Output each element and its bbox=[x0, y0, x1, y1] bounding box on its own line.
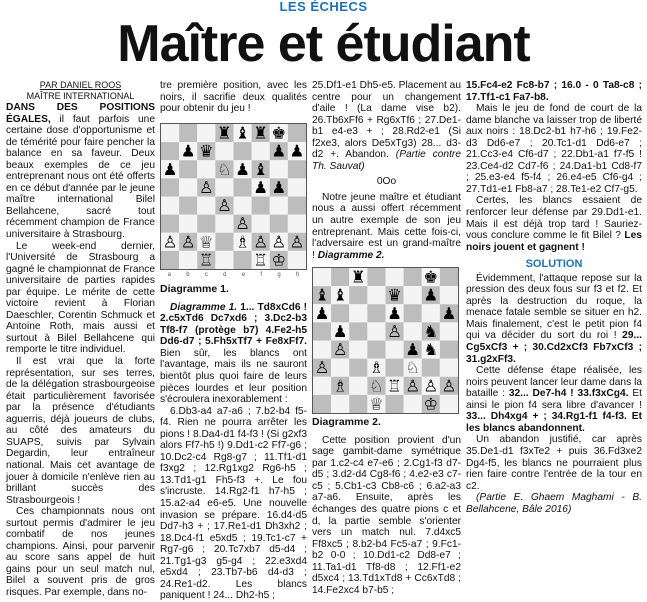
chess-piece-icon: ♚ bbox=[271, 123, 287, 143]
chess-piece-icon: ♙ bbox=[162, 231, 178, 251]
chess-piece-icon: ♝ bbox=[235, 123, 250, 143]
col4-paragraph-2: Mais le jeu de fond de court de la dame blanche va laisser trop de liberté aux noirs : 18.Dc2-b1 h7-h6 ; 19.Fe2-d3 Dd6-e7 ; 20.Tc1-d1 Dd6-e7 ; 21.Cc3-e4 Cf6-d7 ; 22.Db1-a1 f7-f5 ! 23.Ce4-d2 Cd7-f6 ; 24.Da1-b1 Cd8-f7 ; 25.e3-e4 f5-f4 ; 26.e4-e5 Cf6-g4 ; 27.Td1-e1 Fb8-a7 ; 28.Te1-e2 Cf7-g5. bbox=[466, 103, 642, 195]
diagram-1-caption: Diagramme 1. bbox=[160, 283, 229, 296]
col2-paragraph-2: 6.Db3-a4 a7-a6 ; 7.b2-b4 f5-f4. Rien ne pourra arrêter les pions ! 8.Da4-d1 f4-f3 ! (Si g2xf3 alors Ff7-h5 !) 9.Dd1-c2 Ff7-g6 ; 10.Dc2-c4 Rg8-g7 ; 11.Tf1-d1 f3xg2 ; 12.Rg1xg2 Rg6-h5 ; 13.Td1-g1 Fh5-f3 +. Le fou s'incruste. 14.Rg2-f1 h7-h5 ; 15.a2-a4 e6-e5. Une nouvelle invasion se prépare. 16.d4-d5 Dd7-h3 + ; 17.Re1-d1 Dh3xh2 ; 18.Dc4-f1 e5xd5 ; 19.Tc1-c7 + Rg7-g6 ; 20.Tc7xb7 d5-d4 ; 21.Tg1-g3 g5-g4 ; 22.e3xd4 e5xd4 ; 23.Tb7-b6 d4-d3 ; 24.Re1-d2. Les blancs paniquent ! 24... Dh2-h5 ; bbox=[160, 405, 307, 602]
board-square bbox=[440, 359, 458, 377]
col1-paragraph-2: Le week-end dernier, l'Université de Strasbourg a gagné le championnat de France universitaire de parties rapides par équipe. Le mérite de cette victoire revient à Florian Daeschler, Corentin Schmuck et Antoine Roth, mais aussi et surtout à Bilel Bellahcene qui remporte le titre individuel. bbox=[6, 240, 155, 356]
board-square bbox=[367, 286, 385, 304]
board-square bbox=[331, 359, 349, 377]
board-square bbox=[234, 142, 252, 160]
board-square bbox=[349, 286, 367, 304]
board-square bbox=[197, 214, 215, 232]
chess-piece-icon: ♙ bbox=[217, 195, 232, 215]
chess-piece-icon: ♗ bbox=[369, 358, 384, 378]
board-square bbox=[179, 214, 197, 232]
page-title: Maître et étudiant bbox=[117, 15, 530, 73]
board-square bbox=[313, 341, 331, 359]
board-square bbox=[179, 196, 197, 214]
board-square bbox=[270, 196, 288, 214]
board-square bbox=[440, 286, 458, 304]
board-square bbox=[331, 304, 349, 322]
chess-piece-icon: ♞ bbox=[423, 322, 439, 342]
chess-piece-icon: ♟ bbox=[271, 141, 287, 161]
board-square bbox=[215, 251, 233, 269]
chess-piece-icon: ♜ bbox=[217, 123, 232, 143]
board-square bbox=[288, 196, 306, 214]
chess-piece-icon: ♙ bbox=[289, 231, 305, 251]
solution-moves-1: 29... Cg5xCf3 + ; 30.Cd2xCf3 Fb7xCf3 ; 31.g2xFf3. bbox=[466, 330, 642, 365]
chess-piece-icon: ♙ bbox=[235, 213, 250, 233]
separator: 0Oo bbox=[376, 176, 397, 188]
board-square bbox=[349, 323, 367, 341]
solution-moves-3: 33... Dh4xg4 + ; 34.Rg1-f1 f4-f3. Et les blancs abandonnent. bbox=[466, 411, 642, 434]
chess-piece-icon: ♙ bbox=[387, 322, 402, 342]
board-square bbox=[331, 395, 349, 413]
board-square bbox=[234, 251, 252, 269]
chess-piece-icon: ♝ bbox=[253, 159, 268, 179]
board-square bbox=[197, 160, 215, 178]
lead-text: DANS DES POSITIONS ÉGALES, bbox=[6, 102, 155, 125]
board-square bbox=[179, 251, 197, 269]
board-square bbox=[179, 160, 197, 178]
chess-piece-icon: ♗ bbox=[332, 376, 348, 396]
board-square bbox=[215, 232, 233, 250]
chess-piece-icon: ♕ bbox=[199, 231, 214, 251]
col3-paragraph-3: Cette position provient d'un sage gambit-dame symétrique par 1.c2-c4 e7-e6 ; 2.Cg1-f3 d7-d5 ; 3.d2-d4 Cg8-f6 ; 4.e2-e3 c7-c5 ; 5.Cb1-c3 Cb8-c6 ; 6.a2-a3 a7-a6. Ensuite, après les échanges des quatre pions c et d, la partie semble s'orienter vers un match nul. 7.d4xc5 Ff8xc5 ; 8.b2-b4 Fc5-a7 ; 9.Fc1-b2 0-0 ; 10.Dd1-c2 Dd8-e7 ; 11.Ta1-d1 Tf8-d8 ; 12.Ff1-e2 d5xc4 ; 13.Td1xTd8 + Cc6xTd8 ; 14.Fe2xc4 b7-b5 ; bbox=[312, 434, 461, 596]
chess-piece-icon: ♝ bbox=[332, 285, 348, 305]
board-square bbox=[331, 268, 349, 286]
chess-piece-icon: ♟ bbox=[441, 303, 457, 323]
board-square bbox=[161, 142, 179, 160]
board-square bbox=[252, 142, 270, 160]
chess-piece-icon: ♟ bbox=[162, 159, 178, 179]
chess-piece-icon: ♔ bbox=[423, 394, 439, 414]
board-square bbox=[440, 395, 458, 413]
board-square bbox=[197, 196, 215, 214]
board-square bbox=[161, 251, 179, 269]
board-square bbox=[313, 323, 331, 341]
chess-piece-icon: ♛ bbox=[199, 141, 214, 161]
board-square bbox=[270, 214, 288, 232]
diagram-2-ref: Diagramme 2. bbox=[317, 249, 385, 261]
column-2 bbox=[160, 80, 307, 602]
chess-piece-icon: ♙ bbox=[332, 340, 348, 360]
chess-piece-icon: ♟ bbox=[253, 177, 268, 197]
col2-intro: tre première position, avec les noirs, il sacrifie deux qualités pour obtenir du jeu ! bbox=[160, 80, 307, 115]
board-square bbox=[404, 304, 422, 322]
board-square bbox=[386, 341, 404, 359]
col4-paragraph-6: Un abandon justifié, car après 35.De1-d1 f3xTe2 + puis 36.Fd3xe2 Dg4-f5, les blancs ne pourraient plus rien faire contre l'entrée de la tour en c2. bbox=[466, 434, 642, 492]
diagram-ref: Diagramme 1. bbox=[170, 301, 238, 313]
section-rubric: LES ÉCHECS bbox=[279, 0, 368, 14]
board-square bbox=[215, 214, 233, 232]
chess-piece-icon: ♜ bbox=[253, 123, 268, 143]
board-square bbox=[404, 268, 422, 286]
board-square bbox=[313, 377, 331, 395]
col2-moves-1: 1... Td8xCd6 ! 2.c5xTd6 Dc7xd6 ; 3.Dc2-b3 Tf8-f7 (protège b7) 4.Fe2-h5 Dd6-d7 ; 5.Fh5xTf7 + Fe8xFf7. bbox=[160, 301, 307, 348]
board-square bbox=[288, 251, 306, 269]
col3-paragraph-2: Notre jeune maître et étudiant nous a aussi offert récemment un autre exemple de son jeu entreprenant. Mais cette fois-ci, l'adversaire est un grand-maître ! bbox=[312, 191, 461, 261]
source-1: (Partie contre Th. Sauvat) bbox=[312, 149, 461, 172]
column-3 bbox=[312, 80, 461, 596]
col4-moves-1: 15.Fc4-e2 Fc8-b7 ; 16.0 - 0 Ta8-c8 ; 17.Tf1-c1 Fa7-b8. bbox=[466, 80, 642, 103]
chess-piece-icon: ♝ bbox=[314, 285, 330, 305]
chess-piece-icon: ♙ bbox=[441, 376, 457, 396]
board-square bbox=[161, 196, 179, 214]
board-square bbox=[179, 178, 197, 196]
chess-piece-icon: ♙ bbox=[253, 231, 268, 251]
board-square bbox=[386, 268, 404, 286]
board-square bbox=[288, 178, 306, 196]
solution-heading: SOLUTION bbox=[525, 258, 583, 271]
board-square bbox=[349, 304, 367, 322]
chess-piece-icon: ♟ bbox=[405, 340, 420, 360]
col4-text-5: Et ainsi le pion f4 sera libre d'avancer ! bbox=[466, 388, 642, 411]
board-square bbox=[440, 268, 458, 286]
board-square bbox=[367, 323, 385, 341]
chess-piece-icon: ♗ bbox=[235, 231, 250, 251]
board-square bbox=[288, 124, 306, 142]
board-square bbox=[252, 196, 270, 214]
board-square bbox=[313, 395, 331, 413]
diagram-2-caption: Diagramme 2. bbox=[312, 416, 381, 429]
board-square bbox=[349, 395, 367, 413]
board-square bbox=[386, 359, 404, 377]
board-square bbox=[349, 377, 367, 395]
chessboard-2 bbox=[312, 267, 459, 414]
chess-piece-icon: ♛ bbox=[387, 285, 402, 305]
chessboard-1 bbox=[160, 123, 307, 270]
col2-text-1: Bien sûr, les blancs ont l'avantage, mais ils ne sauront bientôt plus quoi faire de leurs pièces lourdes et leur position s'écroulera inexorablement : bbox=[160, 347, 307, 406]
board-square bbox=[404, 286, 422, 304]
chess-piece-icon: ♙ bbox=[271, 231, 287, 251]
board-square bbox=[215, 178, 233, 196]
board-square bbox=[215, 142, 233, 160]
board-square bbox=[179, 124, 197, 142]
chess-piece-icon: ♙ bbox=[199, 177, 214, 197]
board-square bbox=[422, 359, 440, 377]
board-square bbox=[440, 323, 458, 341]
col1-paragraph-3: Il est vrai que la forte représentation, sur ses terres, de la délégation strasbourgeoise était particulièrement favorisée par la présence d'étudiants aguerris, déjà joueurs de clubs, au côté des amateurs du SUAPS, suivis par Sylvain Degardin, leur entraîneur national. Mais cet avantage de jouer à domicile n'enlève rien au brillant succès des Strasbourgeois ! bbox=[6, 356, 155, 506]
chess-piece-icon: ♙ bbox=[405, 376, 420, 396]
chess-piece-icon: ♖ bbox=[387, 376, 402, 396]
board-square bbox=[440, 341, 458, 359]
col4-paragraph-3: Certes, les blancs essaient de renforcer leur défense par 29.Dd1-e1. Mais il est déjà trop tard ! Sauriez-vous conclure comme le fit Bilel ? bbox=[466, 195, 642, 242]
chess-piece-icon: ♟ bbox=[332, 322, 348, 342]
challenge-text: Les noirs jouent et gagnent ! bbox=[466, 230, 642, 253]
chess-piece-icon: ♜ bbox=[351, 267, 366, 287]
chess-piece-icon: ♙ bbox=[314, 358, 330, 378]
chess-piece-icon: ♖ bbox=[199, 250, 214, 270]
board-square bbox=[234, 178, 252, 196]
board-square bbox=[367, 304, 385, 322]
board-square bbox=[234, 196, 252, 214]
chess-piece-icon: ♟ bbox=[235, 159, 250, 179]
board-square bbox=[288, 160, 306, 178]
board-square bbox=[161, 178, 179, 196]
column-4 bbox=[466, 80, 642, 515]
chess-piece-icon: ♚ bbox=[423, 267, 439, 287]
col1-paragraph-1: il faut parfois une certaine dose d'opportunisme et de témérité pour faire pencher la balance en sa faveur. Deux beaux exemples de ce jeu entreprenant nous ont été offerts en ce début d'année par le jeune maître international Bilel Bellahcene, sacré tout récemment champion de France universitaire à Strasbourg. bbox=[6, 113, 155, 241]
solution-moves-2: 32... De7-h4 ! 33.f3xCg4. bbox=[508, 388, 629, 400]
board-square bbox=[367, 268, 385, 286]
board-square bbox=[404, 395, 422, 413]
chess-piece-icon: ♔ bbox=[271, 250, 287, 270]
diagram-1 bbox=[160, 123, 307, 282]
chess-piece-icon: ♕ bbox=[369, 394, 384, 414]
board-square bbox=[349, 359, 367, 377]
chess-piece-icon: ♘ bbox=[369, 376, 384, 396]
board-square bbox=[161, 124, 179, 142]
byline-author: PAR DANIEL ROOS bbox=[39, 80, 122, 90]
board-square bbox=[367, 341, 385, 359]
diagram-2 bbox=[312, 267, 461, 414]
chess-piece-icon: ♘ bbox=[405, 358, 420, 378]
chess-piece-icon: ♟ bbox=[387, 303, 402, 323]
col3-paragraph-1: 25.Df1-e1 Dh5-e5. Placement au centre pour un changement d'aile ! (La dame vise b2). 26.Tb6xFf6 + Rg6xTf6 ; 27.De1-b1 e4-e3 + ; 28.Rd2-e1 (Si f2xe3, alors De5xTg3) 28... d3-d2 +. Abandon. bbox=[312, 80, 461, 161]
chess-piece-icon: ♘ bbox=[217, 159, 232, 179]
chess-piece-icon: ♖ bbox=[253, 250, 268, 270]
board-square bbox=[161, 214, 179, 232]
col4-paragraph-4: Évidemment, l'attaque repose sur la pression des deux fous sur f3 et f2. Et après la destruction du roque, la menace fatale semble se situer en h2. Mais finalement, c'est le petit pion f4 qui va décider du sort du roi ! bbox=[466, 272, 642, 342]
col4-paragraph-5: Cette défense étape réalisée, les noirs peuvent lancer leur dame dans la bataille : bbox=[466, 365, 642, 400]
chess-piece-icon: ♞ bbox=[423, 340, 439, 360]
chess-piece-icon: ♟ bbox=[289, 141, 305, 161]
col1-paragraph-4: Ces championnats nous ont surtout permis d'admirer le jeu combatif de nos jeunes champions. Ainsi, pour parvenir au score sans appel de huit gains pour un seul match nul, Bilel a souvent pris de gros risques. Par exemple, dans no- bbox=[6, 506, 155, 598]
board-square bbox=[422, 304, 440, 322]
chess-piece-icon: ♙ bbox=[423, 376, 439, 396]
board-square bbox=[404, 323, 422, 341]
board-square bbox=[270, 160, 288, 178]
chess-piece-icon: ♙ bbox=[180, 231, 196, 251]
board-square bbox=[313, 268, 331, 286]
chess-piece-icon: ♟ bbox=[180, 141, 196, 161]
file-labels-1: a b c d e f g h bbox=[167, 271, 300, 278]
chess-piece-icon: ♟ bbox=[271, 177, 287, 197]
byline-role: MAÎTRE INTERNATIONAL bbox=[26, 91, 135, 101]
board-square bbox=[197, 124, 215, 142]
column-1 bbox=[6, 80, 155, 599]
board-square bbox=[288, 214, 306, 232]
board-square bbox=[349, 341, 367, 359]
source-2: (Partie E. Ghaem Maghami - B. Bellahcene, Bâle 2016) bbox=[466, 492, 642, 515]
chess-piece-icon: ♟ bbox=[423, 285, 439, 305]
board-square bbox=[386, 395, 404, 413]
chess-piece-icon: ♟ bbox=[314, 303, 330, 323]
board-square bbox=[252, 214, 270, 232]
